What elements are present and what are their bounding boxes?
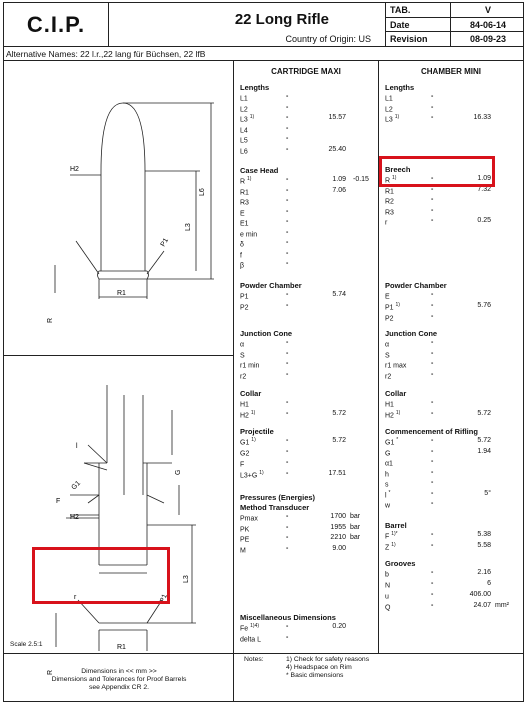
- label-p1: P1: [159, 593, 169, 604]
- dimension-label: R1: [240, 188, 249, 196]
- dash: -: [286, 103, 289, 111]
- dash: -: [431, 114, 434, 121]
- dimension-row: [240, 350, 375, 360]
- dimension-row: [240, 176, 375, 186]
- dash: -: [431, 542, 434, 549]
- meta-row-revision: [386, 32, 523, 47]
- dimension-row: [385, 580, 520, 590]
- section-title: Breech: [385, 165, 411, 174]
- label-h2: H2: [70, 514, 79, 521]
- dash: -: [431, 531, 434, 538]
- dimension-row: [240, 135, 375, 145]
- label-l3: L3: [183, 575, 190, 583]
- dimension-row: [385, 410, 520, 420]
- dimension-label: w: [385, 502, 391, 510]
- footnote-line: see Appendix CR 2.: [88, 684, 150, 691]
- dimension-label: r2: [240, 372, 247, 380]
- dimension-value: 17.51: [328, 470, 346, 477]
- dimension-row: [385, 313, 520, 323]
- dimension-label: E: [240, 209, 245, 217]
- dimension-label: α: [240, 341, 245, 349]
- dimension-row: [240, 239, 375, 249]
- dash: -: [286, 249, 289, 257]
- dimension-row: [385, 531, 520, 541]
- dimension-label: P2: [385, 315, 394, 323]
- dash: -: [431, 103, 434, 111]
- section-title: Powder Chamber: [385, 281, 447, 290]
- highlight-box-breech: [379, 156, 495, 187]
- label-r1: R1: [117, 644, 126, 651]
- dimension-row: [385, 186, 520, 196]
- dimension-row: [240, 250, 375, 260]
- dimension-label: H2 $^{1)}$: [385, 410, 401, 420]
- dash: -: [431, 437, 434, 444]
- dimension-label: L3 $^{1)}$: [385, 114, 400, 124]
- dimension-row: [385, 569, 520, 579]
- footer-left: [4, 654, 234, 702]
- dimension-value: 2.16: [477, 569, 491, 576]
- dimension-row: [385, 217, 520, 227]
- dimension-value: 1.94: [477, 447, 491, 455]
- dash: -: [286, 349, 289, 357]
- dimension-value: 5.72: [477, 437, 491, 444]
- dimension-row: [240, 634, 375, 644]
- dash: -: [431, 569, 434, 576]
- dimension-label: Z $^{1)}$: [385, 542, 396, 552]
- dash: -: [286, 470, 289, 477]
- dimension-value: 15.57: [328, 114, 346, 121]
- dimension-label: r1 max: [385, 362, 407, 370]
- label-l: l: [76, 443, 78, 450]
- section-title: Powder Chamber: [240, 281, 302, 290]
- dimension-label: S: [240, 351, 245, 359]
- dimension-label: R3: [385, 208, 394, 216]
- meta-row-tab: [386, 3, 523, 18]
- dimension-label: R2: [385, 198, 394, 206]
- chamber-column: [379, 61, 523, 653]
- bullet-outline: [101, 103, 145, 271]
- section-title: Lengths: [385, 83, 415, 92]
- dimension-label: F $^{1)*}$: [385, 531, 398, 541]
- dimension-row: [240, 623, 375, 633]
- label-l6: L6: [199, 188, 206, 196]
- dimension-value: 5.72: [332, 410, 346, 417]
- dimension-value: 7.32: [477, 185, 491, 193]
- dash: -: [286, 186, 289, 194]
- dash: -: [431, 447, 434, 455]
- dash: -: [431, 489, 434, 497]
- chamber-title-label: CHAMBER MINI: [421, 67, 481, 76]
- meta-key: Date: [390, 19, 410, 30]
- dimension-label: b: [385, 571, 389, 579]
- dimension-label: R $^{1)}$: [240, 176, 252, 186]
- dimension-row: [240, 371, 375, 381]
- dimension-value: 6: [487, 580, 491, 587]
- dimension-row: [385, 602, 520, 612]
- meta-value: 08-09-23: [469, 34, 507, 45]
- dimension-label: L5: [240, 137, 248, 145]
- dash: -: [286, 93, 289, 100]
- dimension-label: α: [385, 341, 390, 349]
- dimension-row: [385, 479, 520, 489]
- dash: -: [286, 260, 289, 267]
- dimension-label: L1: [385, 95, 393, 103]
- label-r: R: [47, 317, 54, 323]
- dimension-label: L2: [385, 105, 393, 113]
- dash: -: [431, 591, 434, 598]
- dimension-label: β: [240, 262, 245, 270]
- dimension-row: [385, 371, 520, 381]
- dimension-value: 5.74: [332, 291, 346, 298]
- dimension-label: L1: [240, 95, 248, 103]
- dimension-row: [240, 410, 375, 420]
- section-title: Commencement of Rifling: [385, 427, 478, 436]
- cip-logo: C.I.P.: [4, 3, 109, 47]
- dimension-label: H1: [385, 401, 394, 409]
- dimension-row: [385, 291, 520, 301]
- dimension-value: 5.72: [332, 437, 346, 444]
- dimension-label: L3+G $^{1)}$: [240, 470, 264, 480]
- section-title: Miscellaneous Dimensions: [240, 613, 336, 622]
- dimension-label: N: [385, 582, 391, 590]
- dimension-label: P1: [240, 293, 249, 301]
- dimension-value: 5.58: [477, 542, 491, 549]
- tolerance: -0.15: [353, 176, 369, 183]
- dimension-value: 1700: [330, 513, 346, 520]
- dash: -: [431, 500, 434, 507]
- section-title: Collar: [385, 389, 407, 398]
- dimension-label: R $^{1)}$: [385, 175, 397, 185]
- dimension-label: H1: [240, 401, 249, 409]
- dash: -: [286, 634, 289, 641]
- dimension-value: 24.07: [473, 602, 491, 609]
- dimension-label: Fe $^{1)4)}$: [240, 623, 260, 633]
- dimension-label: PE: [240, 536, 250, 544]
- unit: mm²: [495, 602, 509, 609]
- dimension-label: Pmax: [240, 515, 258, 523]
- footnote-line: Dimensions and Tolerances for Proof Barrels: [51, 676, 187, 683]
- footnote-line: Dimensions in << mm >>: [81, 668, 157, 675]
- dash: -: [431, 291, 434, 298]
- dimension-row: [240, 114, 375, 124]
- dash: -: [286, 534, 289, 541]
- dimension-row: [240, 437, 375, 447]
- dimension-row: [385, 302, 520, 312]
- dimension-row: [240, 459, 375, 469]
- dimension-label: r2: [385, 372, 392, 380]
- dash: -: [286, 239, 289, 246]
- spec-sheet: [3, 2, 524, 702]
- dimension-label: L3 $^{1)}$: [240, 114, 255, 124]
- section-title: Collar: [240, 389, 262, 398]
- dimension-label: R3: [240, 199, 249, 207]
- dimension-row: [240, 146, 375, 156]
- dimension-label: M: [240, 546, 246, 554]
- dimension-label: s: [385, 481, 389, 489]
- dimension-row: [240, 260, 375, 270]
- dash: -: [286, 135, 289, 142]
- dimension-value: 7.06: [332, 186, 346, 194]
- dimension-label: F: [240, 461, 245, 469]
- dimension-label: L6: [240, 147, 248, 155]
- dimension-row: [385, 437, 520, 447]
- dimension-label: E1: [240, 220, 249, 228]
- dash: -: [431, 580, 434, 587]
- dash: -: [431, 399, 434, 406]
- country-of-origin: Country of Origin: US: [285, 34, 371, 44]
- section-title: Lengths: [240, 83, 270, 92]
- dash: -: [431, 410, 434, 417]
- dimension-row: [385, 469, 520, 479]
- dimension-value: 25.40: [328, 145, 346, 153]
- meta-value: 84-06-14: [469, 19, 507, 30]
- dimension-label: l *: [385, 489, 391, 499]
- note-line: 4) Headspace on Rim: [286, 664, 352, 671]
- dash: -: [286, 114, 289, 121]
- header: [4, 3, 523, 47]
- dimension-row: [385, 207, 520, 217]
- dimension-value: 5.38: [477, 531, 491, 538]
- dimension-row: [385, 458, 520, 468]
- dimension-value: 9.00: [332, 544, 346, 552]
- dimension-label: P1 $^{1)}$: [385, 302, 400, 312]
- dash: -: [431, 349, 434, 357]
- label-l3: L3: [185, 223, 192, 231]
- meta-table: [386, 3, 523, 47]
- dimension-value: 406.00: [469, 591, 491, 598]
- dash: -: [286, 410, 289, 417]
- dash: -: [431, 602, 434, 609]
- dimension-row: [385, 93, 520, 103]
- dimension-row: [385, 542, 520, 552]
- meta-row-date: [386, 18, 523, 33]
- dimension-label: L4: [240, 126, 248, 134]
- section-title: Pressures (Energies): [240, 493, 316, 502]
- dash: -: [286, 302, 289, 309]
- dash: -: [431, 339, 434, 346]
- section-title: Grooves: [385, 559, 416, 568]
- dimension-label: PK: [240, 525, 250, 533]
- dash: -: [286, 399, 289, 406]
- section-title: Case Head: [240, 166, 279, 175]
- dash: -: [286, 370, 289, 378]
- dash: -: [286, 459, 289, 466]
- dash: -: [286, 207, 289, 215]
- dimension-value: 1.09: [332, 176, 346, 183]
- section-title: Barrel: [385, 521, 407, 530]
- dimension-row: [240, 302, 375, 312]
- dimension-row: [385, 399, 520, 409]
- dimension-row: [240, 448, 375, 458]
- meta-key: TAB.: [390, 5, 411, 15]
- section-subtitle: Method Transducer: [240, 503, 310, 512]
- title-cell: [109, 3, 386, 47]
- dash: -: [286, 124, 289, 132]
- dash: -: [431, 93, 434, 100]
- dimension-value: 2210: [330, 534, 346, 541]
- dimension-label: L2: [240, 105, 248, 113]
- dimension-value: 1.09: [477, 175, 491, 182]
- section-title: Junction Cone: [385, 329, 438, 338]
- dimension-label: r: [385, 219, 388, 227]
- dimension-label: G: [385, 449, 391, 457]
- dash: -: [286, 339, 289, 346]
- dimension-row: [240, 339, 375, 349]
- dimension-label: δ: [240, 241, 244, 249]
- dimension-value: 16.33: [473, 114, 491, 121]
- dimension-value: 0.20: [332, 623, 346, 630]
- dash: -: [286, 544, 289, 552]
- cartridge-column: [234, 61, 379, 653]
- dash: -: [431, 217, 434, 224]
- dash: -: [286, 145, 289, 153]
- dash: -: [431, 370, 434, 378]
- section-title: Projectile: [240, 427, 274, 436]
- dash: -: [431, 468, 434, 476]
- dimension-label: α1: [385, 460, 393, 468]
- dash: -: [431, 196, 434, 203]
- label-r1: R1: [117, 290, 126, 297]
- dimension-row: [240, 104, 375, 114]
- dimension-row: [240, 524, 375, 534]
- dash: -: [431, 175, 434, 182]
- label-h2: H2: [70, 166, 79, 173]
- unit: bar: [350, 523, 361, 531]
- dimension-label: G1 *: [385, 437, 399, 447]
- dimension-label: E: [385, 293, 390, 301]
- dimension-label: G2: [240, 450, 250, 458]
- dimension-value: 5°: [484, 489, 491, 497]
- dimension-label: H2 $^{1)}$: [240, 410, 256, 420]
- dimension-label: e min: [240, 230, 258, 238]
- dimension-row: [240, 218, 375, 228]
- dimension-value: 1955: [330, 523, 346, 531]
- dimension-label: P2: [240, 304, 249, 312]
- dimension-row: [240, 513, 375, 523]
- dash: -: [286, 291, 289, 298]
- dimension-row: [240, 534, 375, 544]
- dimension-row: [240, 208, 375, 218]
- dash: -: [286, 623, 289, 630]
- dimension-row: [240, 125, 375, 135]
- label-f: F: [56, 498, 61, 505]
- label-g1: G1: [70, 479, 83, 492]
- dimension-label: h: [385, 470, 389, 478]
- dash: -: [286, 523, 289, 531]
- dimension-row: [385, 196, 520, 206]
- dimension-label: Q: [385, 604, 391, 612]
- dimension-row: [385, 500, 520, 510]
- highlight-box-drawing: [32, 547, 170, 604]
- alternative-names: Alternative Names: 22 l.r.,22 lang für Büchsen, 22 lfB: [4, 47, 523, 61]
- dash: -: [431, 313, 434, 320]
- dimension-label: f: [240, 251, 242, 259]
- dash: -: [286, 197, 289, 204]
- dimension-label: R1: [385, 187, 394, 195]
- dimension-row: [240, 229, 375, 239]
- dash: -: [431, 206, 434, 214]
- dimension-row: [385, 114, 520, 124]
- dimension-row: [385, 490, 520, 500]
- dimension-row: [385, 350, 520, 360]
- label-p1: P1: [159, 237, 171, 248]
- note-line: * Basic dimensions: [286, 672, 344, 679]
- dash: -: [431, 479, 434, 486]
- dash: -: [286, 513, 289, 520]
- dimension-value: 0.25: [477, 217, 491, 224]
- dimension-row: [240, 187, 375, 197]
- label-r-small: r: [74, 594, 77, 601]
- unit: bar: [350, 513, 361, 520]
- dimension-label: S: [385, 351, 390, 359]
- note-line: 1) Check for safety reasons: [286, 656, 370, 663]
- dimension-row: [240, 470, 375, 480]
- dimension-row: [385, 591, 520, 601]
- meta-key: Revision: [390, 34, 428, 45]
- dimension-row: [385, 104, 520, 114]
- dimension-row: [385, 360, 520, 370]
- footer: [4, 653, 523, 701]
- dash: -: [286, 218, 289, 225]
- dimension-label: r1 min: [240, 362, 260, 370]
- dash: -: [431, 185, 434, 193]
- unit: bar: [350, 534, 361, 541]
- dash: -: [286, 360, 289, 367]
- dash: -: [286, 437, 289, 444]
- dimension-row: [240, 399, 375, 409]
- dash: -: [431, 458, 434, 465]
- section-title: Junction Cone: [240, 329, 293, 338]
- dimension-value: 5.76: [477, 302, 491, 309]
- dimension-row: [385, 339, 520, 349]
- dimension-value: 5.72: [477, 410, 491, 417]
- cartridge-title: 22 Long Rifle: [234, 11, 329, 28]
- label-g: G: [175, 469, 182, 475]
- meta-value: V: [484, 5, 491, 15]
- dash: -: [286, 176, 289, 183]
- dash: -: [431, 360, 434, 367]
- cartridge-title-label: CARTRIDGE MAXI: [271, 67, 341, 76]
- dimension-label: delta L: [240, 636, 262, 644]
- dimension-row: [240, 291, 375, 301]
- notes-label: Notes:: [244, 656, 264, 663]
- dimension-label: u: [385, 593, 389, 601]
- dimension-row: [240, 93, 375, 103]
- cartridge-drawing: [4, 61, 233, 355]
- label-r: R: [47, 669, 54, 675]
- dash: -: [286, 448, 289, 455]
- dimension-row: [240, 197, 375, 207]
- dimension-row: [240, 545, 375, 555]
- dash: -: [286, 228, 289, 236]
- dimension-label: G1 $^{1)}$: [240, 437, 256, 447]
- scale-label: Scale 2.5:1: [10, 641, 43, 648]
- dimension-row: [240, 360, 375, 370]
- dimension-row: [385, 448, 520, 458]
- dash: -: [431, 302, 434, 309]
